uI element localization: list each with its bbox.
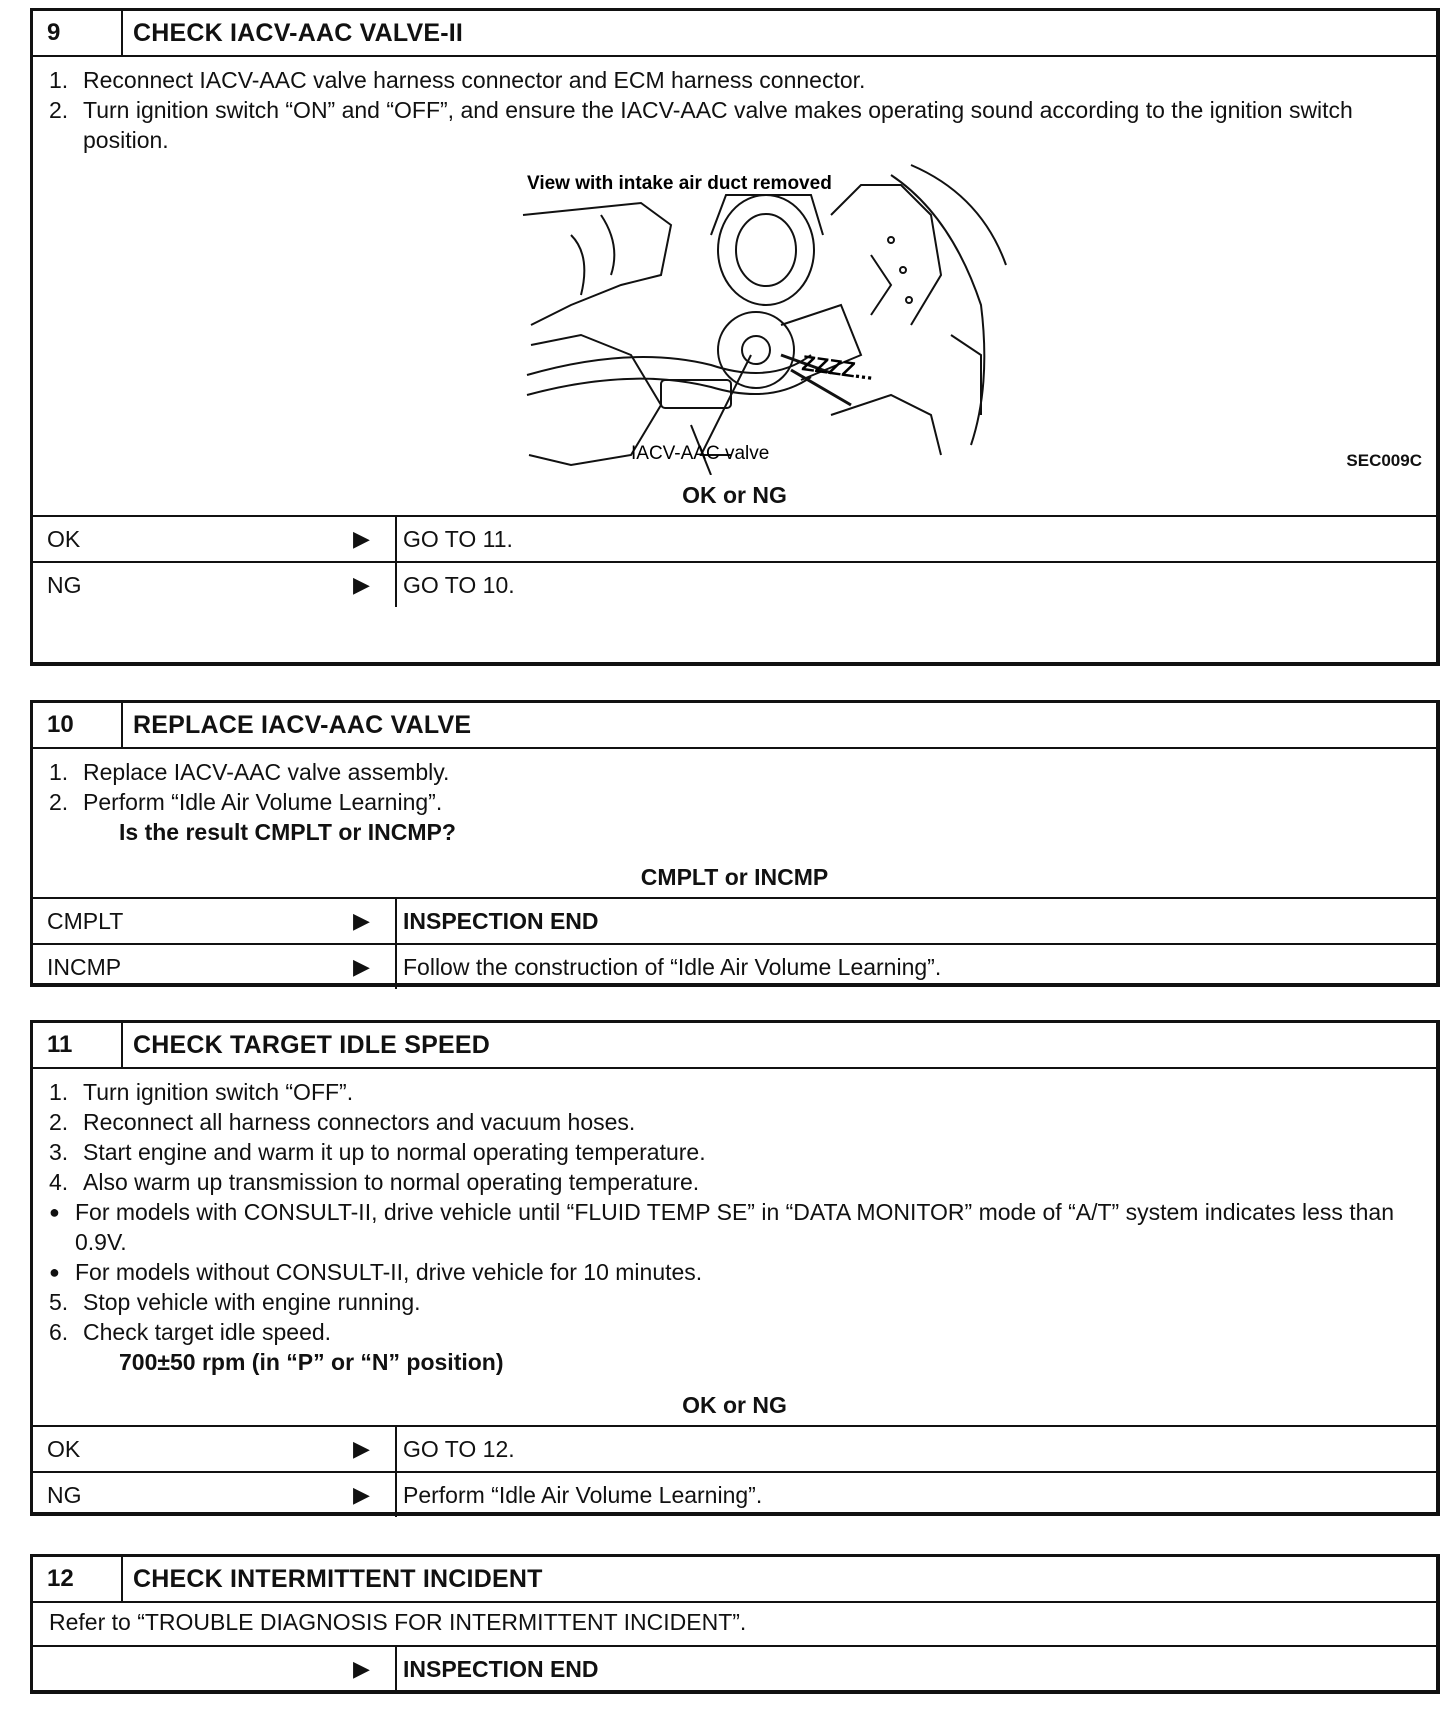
step-header <box>33 1557 1436 1603</box>
arrow-icon: ▶ <box>353 908 370 933</box>
bullet-icon: ● <box>49 1202 60 1222</box>
step-number: 9 <box>33 11 123 55</box>
arrow-icon: ▶ <box>353 954 370 979</box>
step-title: REPLACE IACV-AAC VALVE <box>133 710 472 739</box>
instruction-1: 1. Replace IACV-AAC valve assembly. <box>49 759 450 785</box>
result-row-ng: NG ▶ Perform “Idle Air Volume Learning”. <box>33 1471 1436 1517</box>
step-header <box>33 1023 1436 1069</box>
instruction-1: 1. Reconnect IACV-AAC valve harness connector and ECM harness connector. <box>49 67 866 93</box>
callout-label: IACV-AAC valve <box>631 443 770 464</box>
engine-figure <box>33 155 1436 475</box>
bullet-1: ● For models with CONSULT-II, drive vehicle until “FLUID TEMP SE” in “DATA MONITOR” mode of “A/T” system indicates less than 0.9V. <box>49 1199 1395 1255</box>
decision-label: CMPLT or INCMP <box>33 857 1436 899</box>
result-row-cmplt: CMPLT ▶ INSPECTION END <box>33 899 1436 943</box>
instruction-2: 2. Perform “Idle Air Volume Learning”. <box>49 789 443 815</box>
reference-text: Refer to “TROUBLE DIAGNOSIS FOR INTERMITTENT INCIDENT”. <box>49 1609 747 1635</box>
figure-caption: View with intake air duct removed <box>527 173 832 194</box>
arrow-icon: ▶ <box>353 1436 370 1461</box>
decision-label: OK or NG <box>33 475 1436 517</box>
instruction-4: 4. Also warm up transmission to normal operating temperature. <box>49 1169 700 1195</box>
instruction-2: 2. Reconnect all harness connectors and vacuum hoses. <box>49 1109 636 1135</box>
step-title: CHECK INTERMITTENT INCIDENT <box>133 1564 543 1593</box>
step-number: 10 <box>33 703 123 747</box>
step-number: 12 <box>33 1557 123 1601</box>
iacv-valve-illustration <box>511 155 1011 475</box>
arrow-icon: ▶ <box>353 572 370 597</box>
step-number: 11 <box>33 1023 123 1067</box>
step-body <box>33 1603 1436 1647</box>
result-row-incmp: INCMP ▶ Follow the construction of “Idle Air Volume Learning”. <box>33 943 1436 989</box>
step-header <box>33 703 1436 749</box>
step-title: CHECK TARGET IDLE SPEED <box>133 1030 490 1059</box>
bullet-icon: ● <box>49 1262 60 1282</box>
step-block-9 <box>30 8 1440 666</box>
decision-label: OK or NG <box>33 1385 1436 1427</box>
arrow-icon: ▶ <box>353 1482 370 1507</box>
step-body <box>33 57 1436 155</box>
step-title: CHECK IACV-AAC VALVE-II <box>133 18 464 47</box>
step-body <box>33 749 1436 857</box>
instruction-5: 5. Stop vehicle with engine running. <box>49 1289 421 1315</box>
bullet-2: ● For models without CONSULT-II, drive vehicle for 10 minutes. <box>49 1259 703 1285</box>
step-block-10 <box>30 700 1440 987</box>
figure-id: SEC009C <box>1346 451 1422 470</box>
instruction-6: 6. Check target idle speed. <box>49 1319 332 1345</box>
step-block-12 <box>30 1554 1440 1694</box>
check-note: Is the result CMPLT or INCMP? <box>119 819 456 845</box>
result-row-ok: OK ▶ GO TO 12. <box>33 1427 1436 1471</box>
step-body <box>33 1069 1436 1385</box>
result-row-ng: NG ▶ GO TO 10. <box>33 561 1436 607</box>
instruction-3: 3. Start engine and warm it up to normal operating temperature. <box>49 1139 706 1165</box>
arrow-icon: ▶ <box>353 526 370 551</box>
result-row-end: ▶ INSPECTION END <box>33 1647 1436 1691</box>
sound-text: ZZZZ... <box>800 350 876 385</box>
arrow-icon: ▶ <box>353 1656 370 1681</box>
step-header <box>33 11 1436 57</box>
result-row-ok: OK ▶ GO TO 11. <box>33 517 1436 561</box>
instruction-2: 2. Turn ignition switch “ON” and “OFF”, and ensure the IACV-AAC valve makes operating sound according to the ignition switch position. <box>49 97 1353 153</box>
step-block-11 <box>30 1020 1440 1516</box>
instruction-1: 1. Turn ignition switch “OFF”. <box>49 1079 354 1105</box>
spec-note: 700±50 rpm (in “P” or “N” position) <box>119 1349 504 1375</box>
